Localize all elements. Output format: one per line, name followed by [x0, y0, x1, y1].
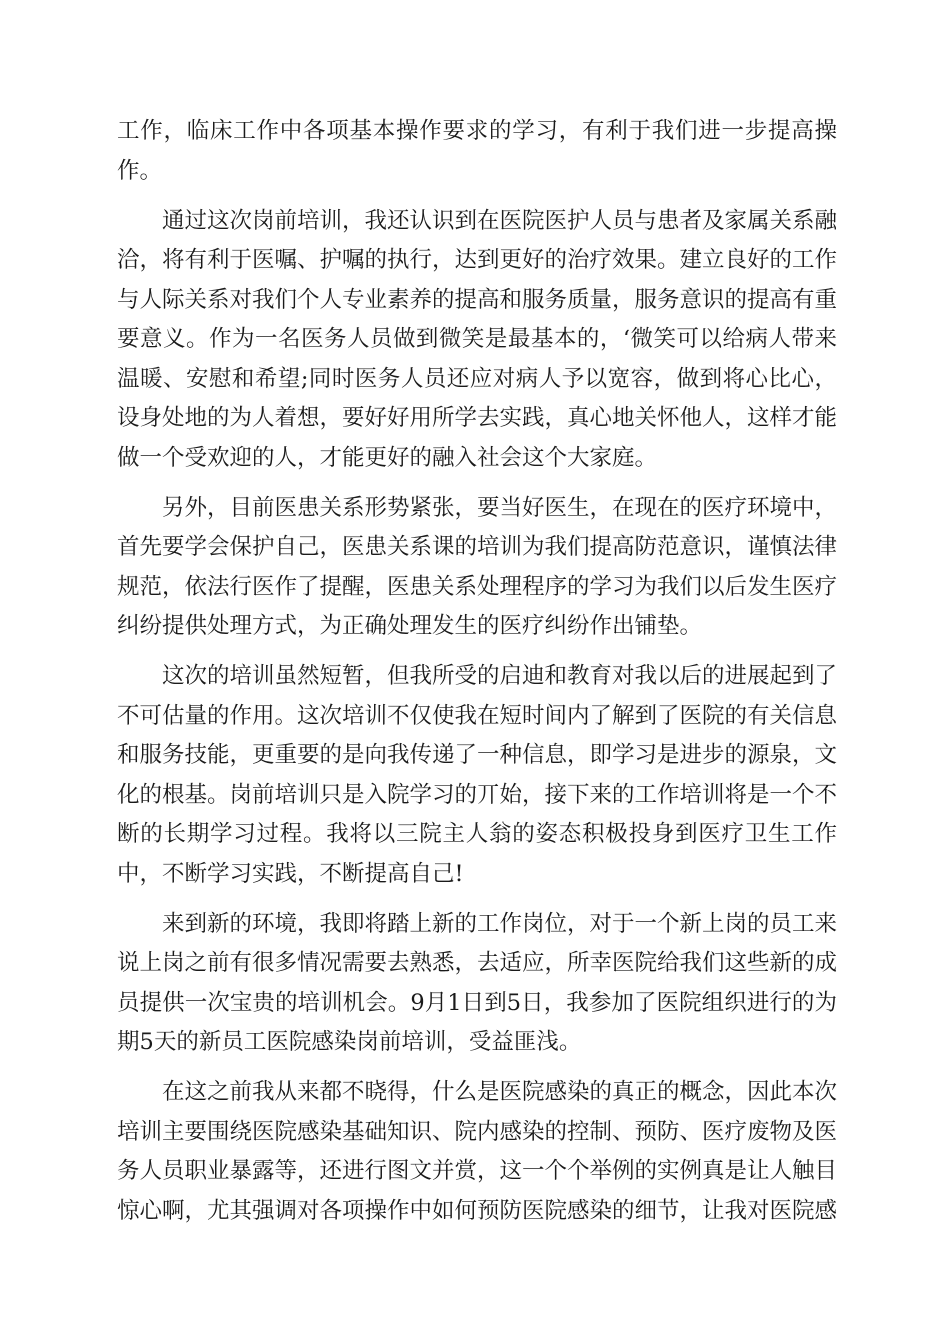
paragraph: 另外，目前医患关系形势紧张，要当好医生，在现在的医疗环境中，首先要学会保护自己，医患关系课的培训为我们提高防范意识，谨慎法律规范，依法行医作了提醒，医患关系处理程序的学习为我们以后发生医疗纠纷提供处理方式，为正确处理发生的医疗纠纷作出铺垫。 — [117, 494, 838, 639]
paragraph-continuation: 工作，临床工作中各项基本操作要求的学习，有利于我们进一步提高操作。 — [117, 118, 837, 184]
paragraph: 在这之前我从来都不晓得，什么是医院感染的真正的概念，因此本次培训主要围绕医院感染基础知识、院内感染的控制、预防、医疗废物及医务人员职业暴露等，还进行图文并赏，这一个个举例的实例真是让人触目惊心啊，尤其强调对各项操作中如何预防医院感染的细节，让我对医院感 — [117, 1079, 838, 1224]
paragraph: 这次的培训虽然短暂，但我所受的启迪和教育对我以后的进展起到了不可估量的作用。这次培训不仅使我在短时间内了解到了医院的有关信息和服务技能，更重要的是向我传递了一种信息，即学习是进步的源泉，文化的根基。岗前培训只是入院学习的丌始，接下来的工作培训将是一个不断的长期学习过程。我将以三院主人翁的姿态积极投身到医疗卫生工作中，不断学习实践，不断提高自己! — [117, 663, 838, 887]
document-body — [117, 112, 837, 1231]
paragraph: 来到新的环境，我即将踏上新的工作岗位，对于一个新上岗的员工来说上岗之前有很多情况需要去熟悉，去适应，所幸医院给我们这些新的成员提供一次宝贵的培训机会。9月1日到5日，我参加了医院组织进行的为期5天的新员工医院感染岗前培训，受益匪浅。 — [117, 910, 838, 1055]
paragraph: 通过这次岗前培训，我还认识到在医院医护人员与患者及家属关系融洽，将有利于医嘱、护嘱的执行，达到更好的治疗效果。建立良好的工作与人际关系对我们个人专业素养的提高和服务质量，服务意识的提高有重要意义。作为一名医务人员做到微笑是最基本的，‘微笑可以给病人带来温暖、安慰和希望;同时医务人员还应对病人予以宽容，做到将心比心，设身处地的为人着想，要好好用所学去实践，真心地关怀他人，这样才能做一个受欢迎的人，才能更好的融入社会这个大家庭。 — [117, 207, 838, 471]
